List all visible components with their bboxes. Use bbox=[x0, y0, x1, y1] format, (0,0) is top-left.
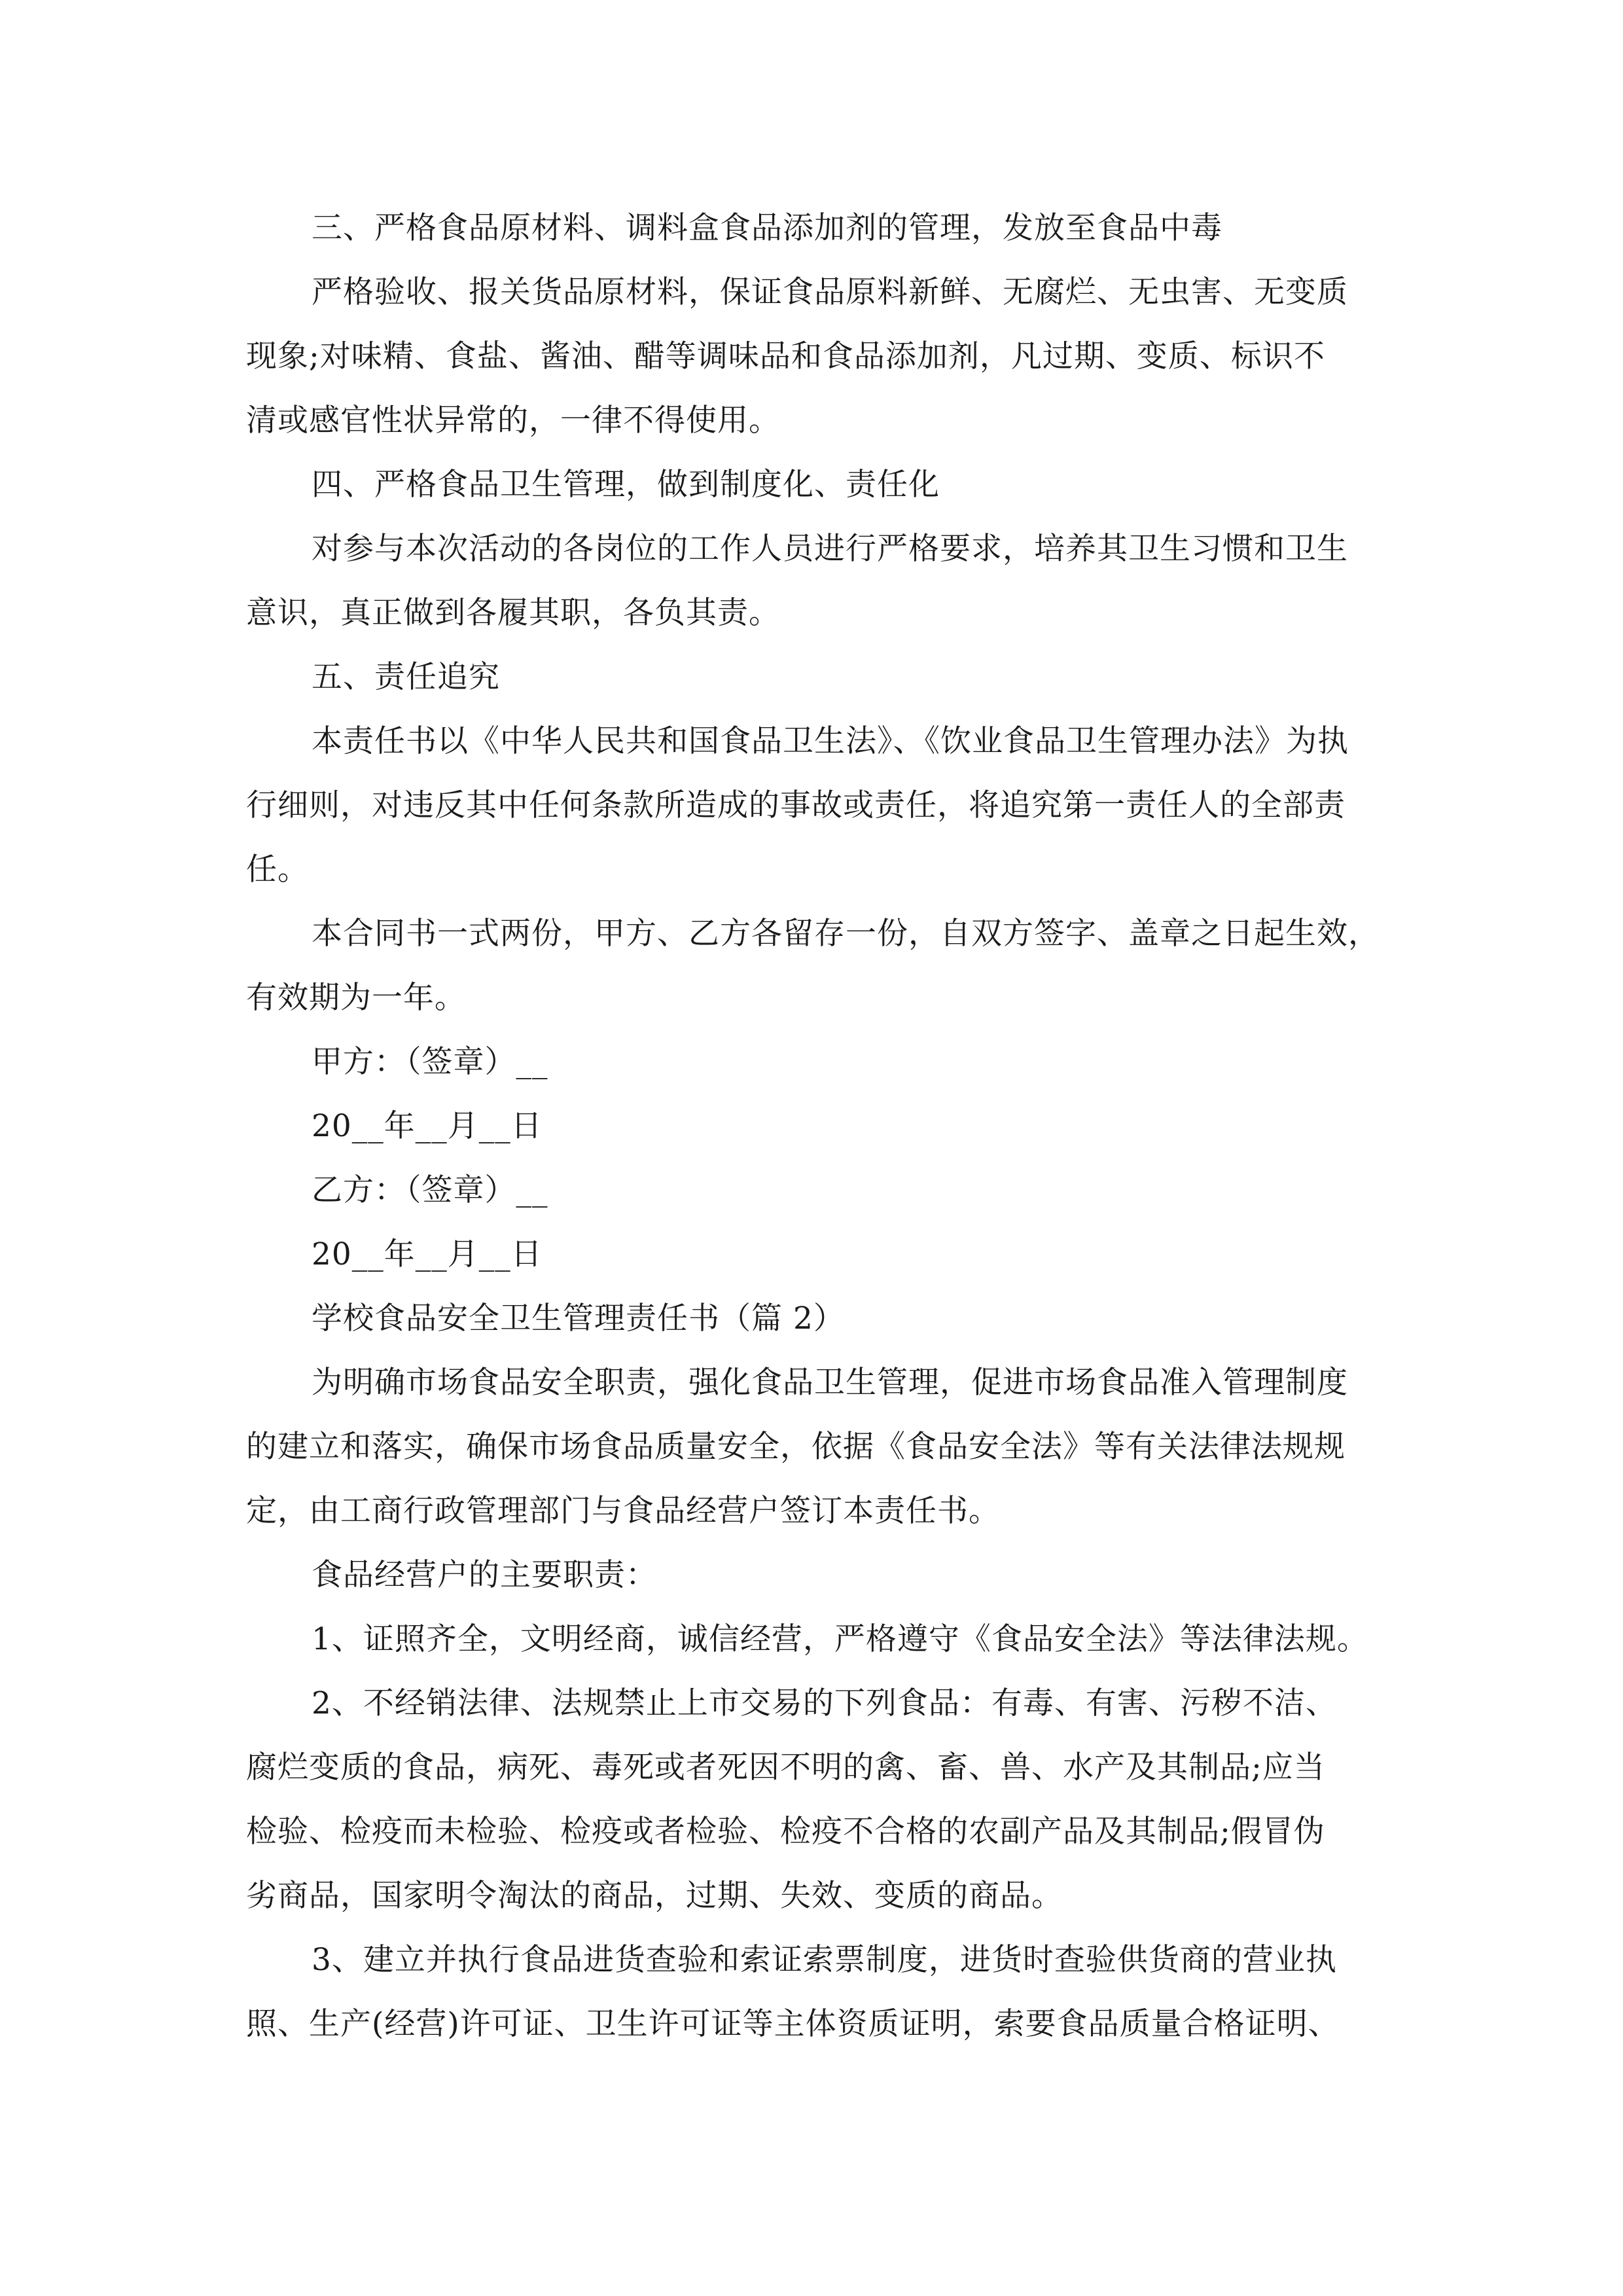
paragraph-line: 本责任书以《中华人民共和国食品卫生法》、《饮业食品卫生管理办法》为执 bbox=[312, 723, 1349, 759]
paragraph-line: 对参与本次活动的各岗位的工作人员进行严格要求，培养其卫生习惯和卫生 bbox=[312, 531, 1348, 567]
document-body bbox=[246, 196, 1398, 2056]
paragraph-line: 清或感官性状异常的，一律不得使用。 bbox=[246, 403, 780, 439]
party-b-signature: 乙方：（签章）__ bbox=[312, 1172, 548, 1208]
paragraph-line: 意识，真正做到各履其职，各负其责。 bbox=[246, 595, 780, 631]
paragraph-line: 现象;对味精、食盐、酱油、醋等调味品和食品添加剂，凡过期、变质、标识不 bbox=[246, 338, 1325, 374]
party-a-signature: 甲方：（签章）__ bbox=[312, 1044, 548, 1080]
paragraph-line: 行细则，对违反其中任何条款所造成的事故或责任，将追究第一责任人的全部责 bbox=[246, 787, 1346, 823]
list-item-2: 2、不经销法律、法规禁止上市交易的下列食品：有毒、有害、污秽不洁、 bbox=[312, 1685, 1337, 1721]
paragraph-line: 定，由工商行政管理部门与食品经营户签订本责任书。 bbox=[246, 1493, 1000, 1529]
paragraph-line: 严格验收、报关货品原材料，保证食品原料新鲜、无腐烂、无虫害、无变质 bbox=[312, 274, 1348, 310]
paragraph-line: 有效期为一年。 bbox=[246, 980, 466, 1016]
paragraph-line: 检验、检疫而未检验、检疫或者检验、检疫不合格的农副产品及其制品;假冒伪 bbox=[246, 1814, 1325, 1850]
section-heading-3: 三、严格食品原材料、调料盒食品添加剂的管理，发放至食品中毒 bbox=[312, 210, 1222, 246]
list-item-3: 3、建立并执行食品进货查验和索证索票制度，进货时查验供货商的营业执 bbox=[312, 1942, 1337, 1978]
paragraph-line: 劣商品，国家明令淘汰的商品，过期、失效、变质的商品。 bbox=[246, 1878, 1063, 1914]
party-a-date: 20__年__月__日 bbox=[312, 1108, 543, 1144]
paragraph-line: 任。 bbox=[246, 852, 309, 888]
section-heading-5: 五、责任追究 bbox=[312, 659, 500, 695]
section-heading-4: 四、严格食品卫生管理，做到制度化、责任化 bbox=[312, 467, 940, 503]
duties-heading: 食品经营户的主要职责： bbox=[312, 1557, 657, 1593]
paragraph-line: 本合同书一式两份，甲方、乙方各留存一份，自双方签字、盖章之日起生效， bbox=[312, 916, 1380, 952]
paragraph-line: 为明确市场食品安全职责，强化食品卫生管理，促进市场食品准入管理制度 bbox=[312, 1365, 1348, 1401]
document-title-part2: 学校食品安全卫生管理责任书（篇 2） bbox=[312, 1300, 845, 1336]
party-b-date: 20__年__月__日 bbox=[312, 1236, 543, 1272]
paragraph-line: 照、生产(经营)许可证、卫生许可证等主体资质证明，索要食品质量合格证明、 bbox=[246, 2006, 1340, 2042]
paragraph-line: 的建立和落实，确保市场食品质量安全，依据《食品安全法》等有关法律法规规 bbox=[246, 1429, 1346, 1465]
paragraph-line: 腐烂变质的食品，病死、毒死或者死因不明的禽、畜、兽、水产及其制品;应当 bbox=[246, 1749, 1325, 1785]
list-item-1: 1、证照齐全，文明经商，诚信经营，严格遵守《食品安全法》等法律法规。 bbox=[312, 1621, 1368, 1657]
